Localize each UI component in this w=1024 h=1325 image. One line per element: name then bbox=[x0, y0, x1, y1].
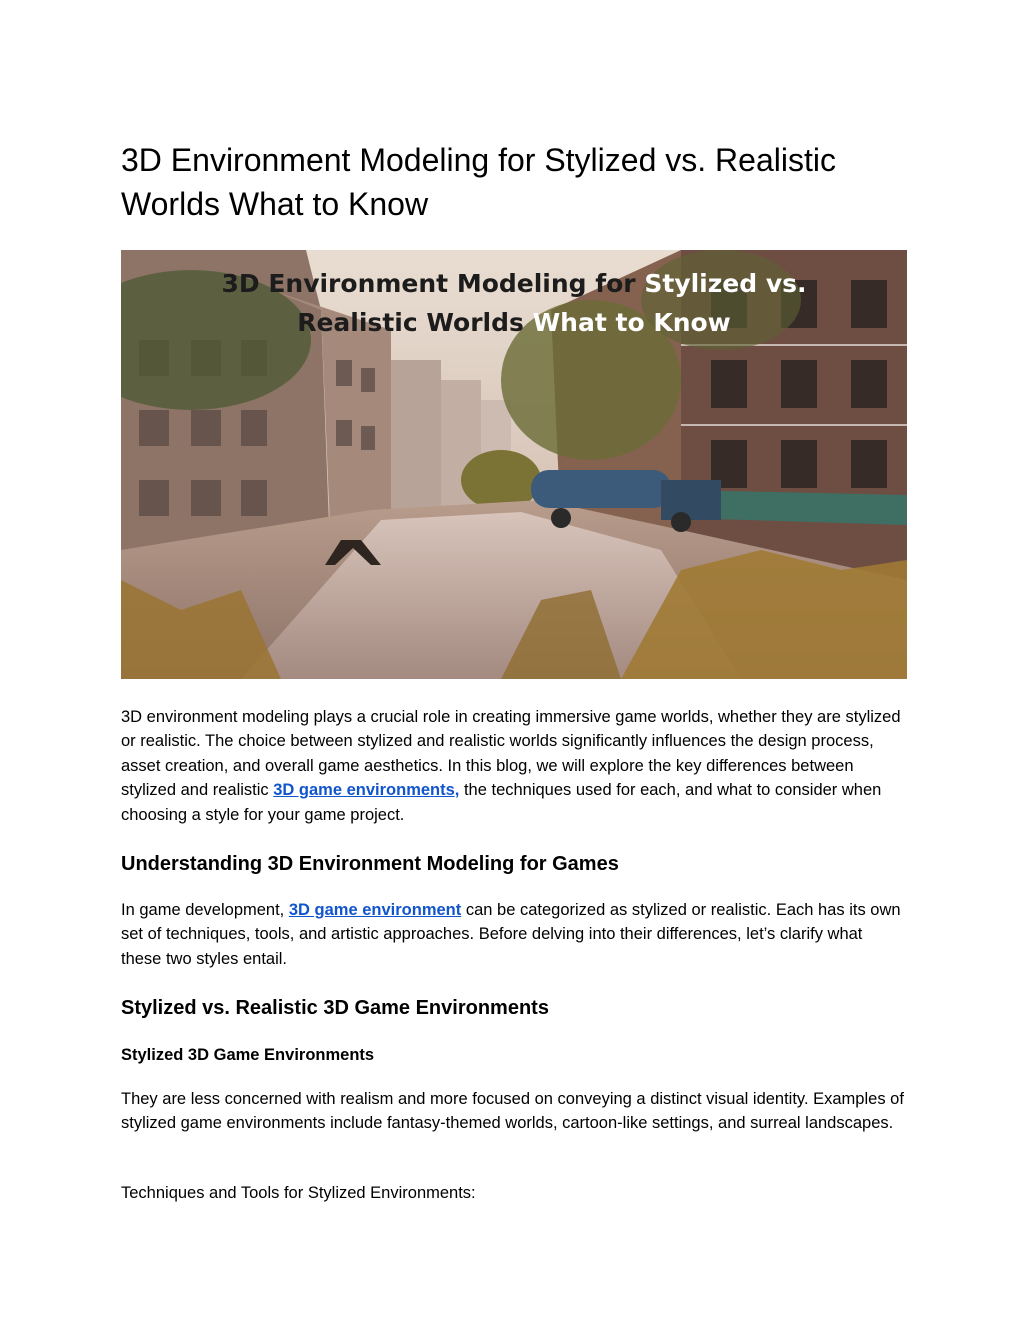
section-stylized-vs-realistic bbox=[121, 995, 907, 1021]
stylized-body bbox=[121, 1087, 907, 1136]
understanding-text-before-link: In game development, bbox=[121, 901, 289, 919]
hero-overlay-title bbox=[121, 264, 907, 342]
understanding-text-after-link: can be categorized as stylized or realistic. Each has its own set of techniques, tools, and artistic approaches. Before delving into their differences, let’s clarify what these two styles entail. bbox=[121, 901, 901, 968]
link-3d-game-environments[interactable]: 3D game environments, bbox=[273, 781, 460, 800]
hero-overlay-line2-dark: Realistic Worlds bbox=[297, 308, 533, 337]
intro-section bbox=[121, 705, 907, 827]
intro-paragraph bbox=[121, 705, 907, 827]
hero-overlay-line2-light: What to Know bbox=[532, 308, 731, 337]
understanding-paragraph bbox=[121, 898, 907, 971]
document-page bbox=[121, 138, 907, 226]
section-heading-stylized-vs-realistic: Stylized vs. Realistic 3D Game Environments bbox=[121, 997, 549, 1019]
subsection-stylized bbox=[121, 1044, 907, 1066]
page-title: 3D Environment Modeling for Stylized vs. Realistic Worlds What to Know bbox=[121, 142, 836, 222]
intro-text-after-link: the techniques used for each, and what to consider when choosing a style for your game project. bbox=[121, 781, 882, 824]
section-understanding bbox=[121, 851, 907, 877]
hero-overlay-line1-dark: 3D Environment Modeling for bbox=[221, 269, 645, 298]
subheading-stylized: Stylized 3D Game Environments bbox=[121, 1046, 375, 1064]
hero-overlay-line1-light: Stylized vs. bbox=[644, 269, 807, 298]
link-3d-game-environment[interactable]: 3D game environment bbox=[288, 901, 462, 919]
stylized-paragraph: They are less concerned with realism and more focused on conveying a distinct visual identity. Examples of stylized game environments include fantasy-themed worlds, cartoon-like settings, and surreal landscapes. bbox=[121, 1090, 904, 1133]
techniques-label-block bbox=[121, 1181, 907, 1205]
section-understanding-body bbox=[121, 898, 907, 971]
section-heading-understanding: Understanding 3D Environment Modeling for Games bbox=[121, 853, 619, 875]
techniques-label: Techniques and Tools for Stylized Environments: bbox=[121, 1184, 476, 1202]
hero-image bbox=[121, 250, 907, 679]
intro-text-before-link: 3D environment modeling plays a crucial role in creating immersive game worlds, whether they are stylized or realistic. The choice between stylized and realistic worlds significantly influences the design process, asset creation, and overall game aesthetics. In this blog, we will explore the key differences between stylized and realistic bbox=[121, 708, 901, 800]
